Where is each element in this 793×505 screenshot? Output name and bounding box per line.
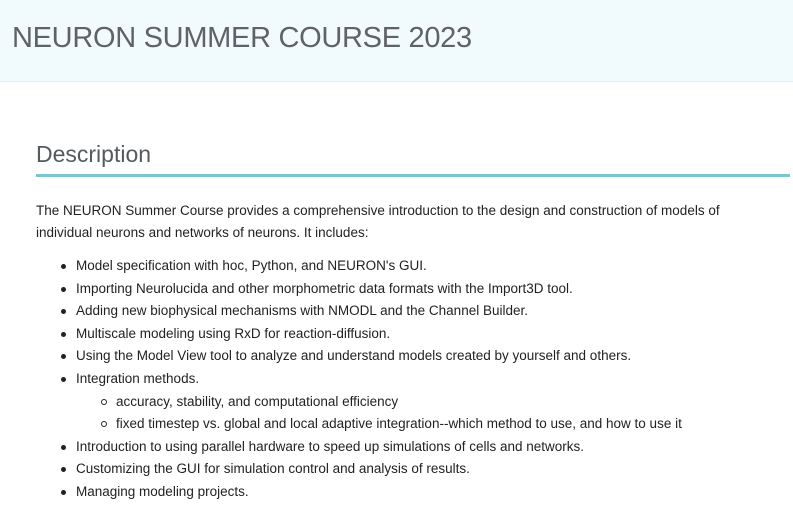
section-heading: Description: [36, 141, 152, 167]
list-item: Adding new biophysical mechanisms with NMODL and the Channel Builder.: [76, 300, 793, 323]
sub-list: [76, 391, 793, 436]
list-item-integration: [76, 368, 793, 436]
sub-list-item: fixed timestep vs. global and local adaptive integration--which method to use, and how to use it: [116, 413, 793, 436]
list-item: Introduction to using parallel hardware to speed up simulations of cells and networks.: [76, 436, 793, 459]
description-section: [36, 138, 793, 504]
section-divider: [36, 174, 790, 177]
list-item: Model specification with hoc, Python, and NEURON's GUI.: [76, 255, 793, 278]
list-item-label: Integration methods.: [76, 370, 200, 386]
list-item: Customizing the GUI for simulation control and analysis of results.: [76, 458, 793, 481]
intro-paragraph: The NEURON Summer Course provides a comprehensive introduction to the design and construction of models of individual neurons and networks of neurons. It includes:: [36, 203, 720, 240]
list-item: Managing modeling projects.: [76, 481, 793, 504]
feature-list: [36, 255, 793, 504]
page-title: NEURON SUMMER COURSE 2023: [12, 22, 472, 54]
list-item: Using the Model View tool to analyze and understand models created by yourself and others.: [76, 345, 793, 368]
list-item: Multiscale modeling using RxD for reaction-diffusion.: [76, 323, 793, 346]
page-header: [0, 0, 793, 82]
sub-list-item: accuracy, stability, and computational efficiency: [116, 391, 793, 414]
list-item: Importing Neurolucida and other morphometric data formats with the Import3D tool.: [76, 278, 793, 301]
